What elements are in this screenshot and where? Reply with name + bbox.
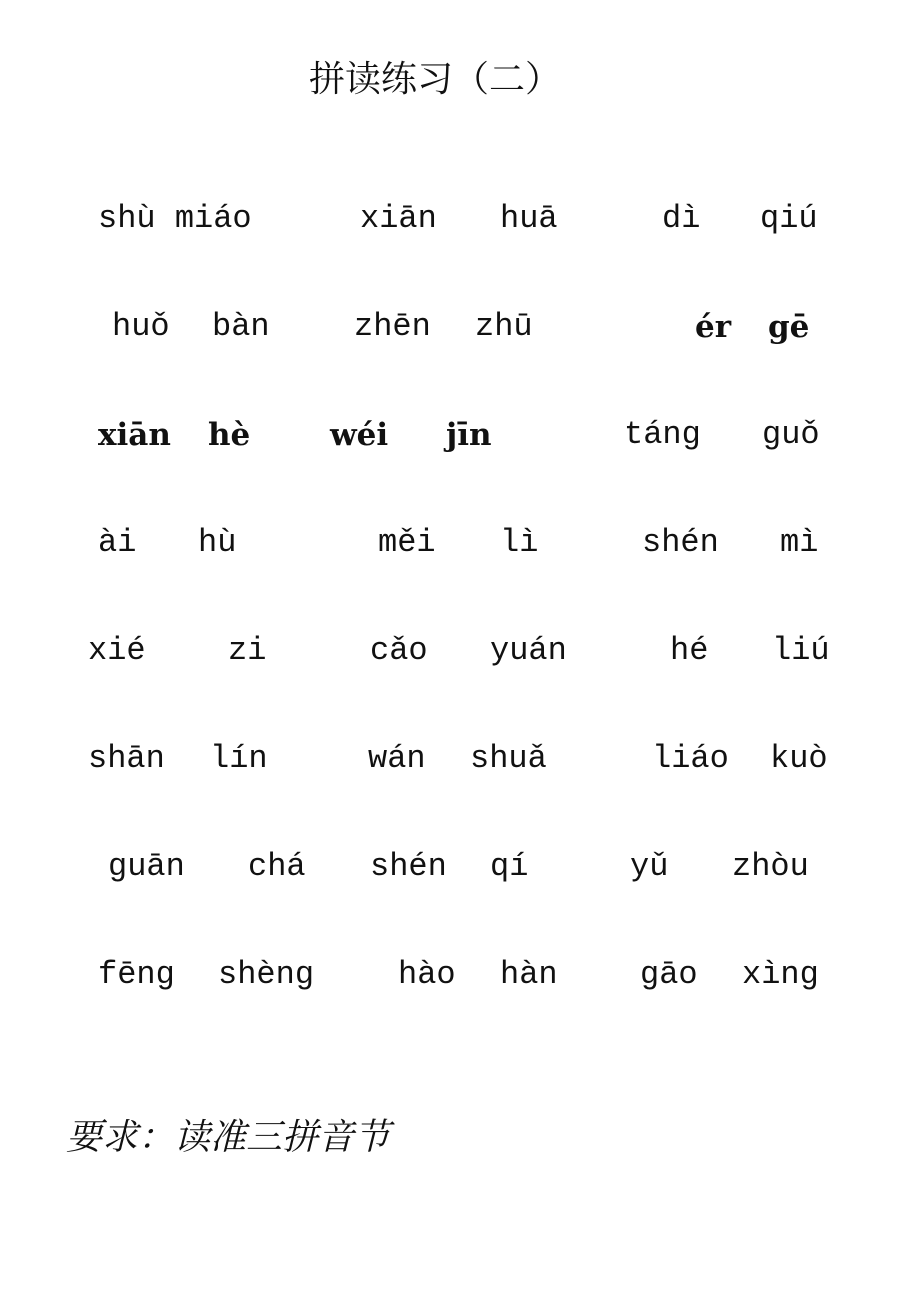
pinyin-zhou: zhòu: [732, 848, 809, 885]
pinyin-er: ér: [695, 309, 732, 345]
pinyin-ge: gē: [768, 309, 810, 345]
pinyin-xing: xìng: [742, 956, 819, 993]
pinyin-xian: xiān: [98, 417, 171, 453]
pinyin-hao: hào: [398, 956, 456, 993]
pinyin-ban: bàn: [212, 308, 270, 345]
pinyin-shan: shān: [88, 740, 165, 777]
pinyin-wei: wéi: [330, 417, 389, 453]
pinyin-cha: chá: [248, 848, 306, 885]
pinyin-zi: zi: [228, 632, 267, 669]
pinyin-shu-miao: shù miáo: [98, 200, 252, 237]
pinyin-cao: cǎo: [370, 632, 428, 669]
pinyin-xie: xié: [88, 632, 146, 669]
pinyin-guan: guān: [108, 848, 185, 885]
pinyin-jin: jīn: [446, 417, 492, 453]
pinyin-he-river: hé: [670, 632, 709, 669]
pinyin-ai: ài: [98, 524, 137, 561]
pinyin-feng: fēng: [98, 956, 175, 993]
pinyin-he: hè: [208, 417, 251, 453]
pinyin-di: dì: [662, 200, 701, 237]
pinyin-xian: xiān: [360, 200, 437, 237]
pinyin-tang: táng: [624, 416, 701, 453]
requirement-text: 要求：读准三拼音节: [66, 1117, 391, 1158]
pinyin-zhen: zhēn: [354, 308, 431, 345]
pinyin-wan: wán: [368, 740, 426, 777]
pinyin-qi: qí: [490, 848, 529, 885]
pinyin-lin: lín: [210, 740, 268, 777]
pinyin-gao: gāo: [640, 956, 698, 993]
pinyin-mei: měi: [378, 524, 436, 561]
pinyin-sheng: shèng: [218, 956, 315, 993]
pinyin-kuo: kuò: [770, 740, 828, 777]
pinyin-yu: yǔ: [630, 848, 669, 885]
pinyin-mi: mì: [780, 524, 819, 561]
page-title: 拼读练习（二）: [308, 59, 561, 100]
pinyin-hua: huā: [500, 200, 558, 237]
pinyin-han: hàn: [500, 956, 558, 993]
pinyin-zhu: zhū: [475, 308, 533, 345]
pinyin-li: lì: [500, 524, 539, 561]
pinyin-liao: liáo: [652, 740, 729, 777]
pinyin-qiu: qiú: [760, 200, 818, 237]
pinyin-guo: guǒ: [762, 416, 820, 453]
pinyin-yuan: yuán: [490, 632, 567, 669]
pinyin-shen-god: shén: [370, 848, 447, 885]
pinyin-huo: huǒ: [112, 308, 170, 345]
pinyin-hu: hù: [198, 524, 237, 561]
pinyin-shen: shén: [642, 524, 719, 561]
pinyin-liu: liú: [772, 632, 830, 669]
pinyin-shua: shuǎ: [470, 740, 547, 777]
